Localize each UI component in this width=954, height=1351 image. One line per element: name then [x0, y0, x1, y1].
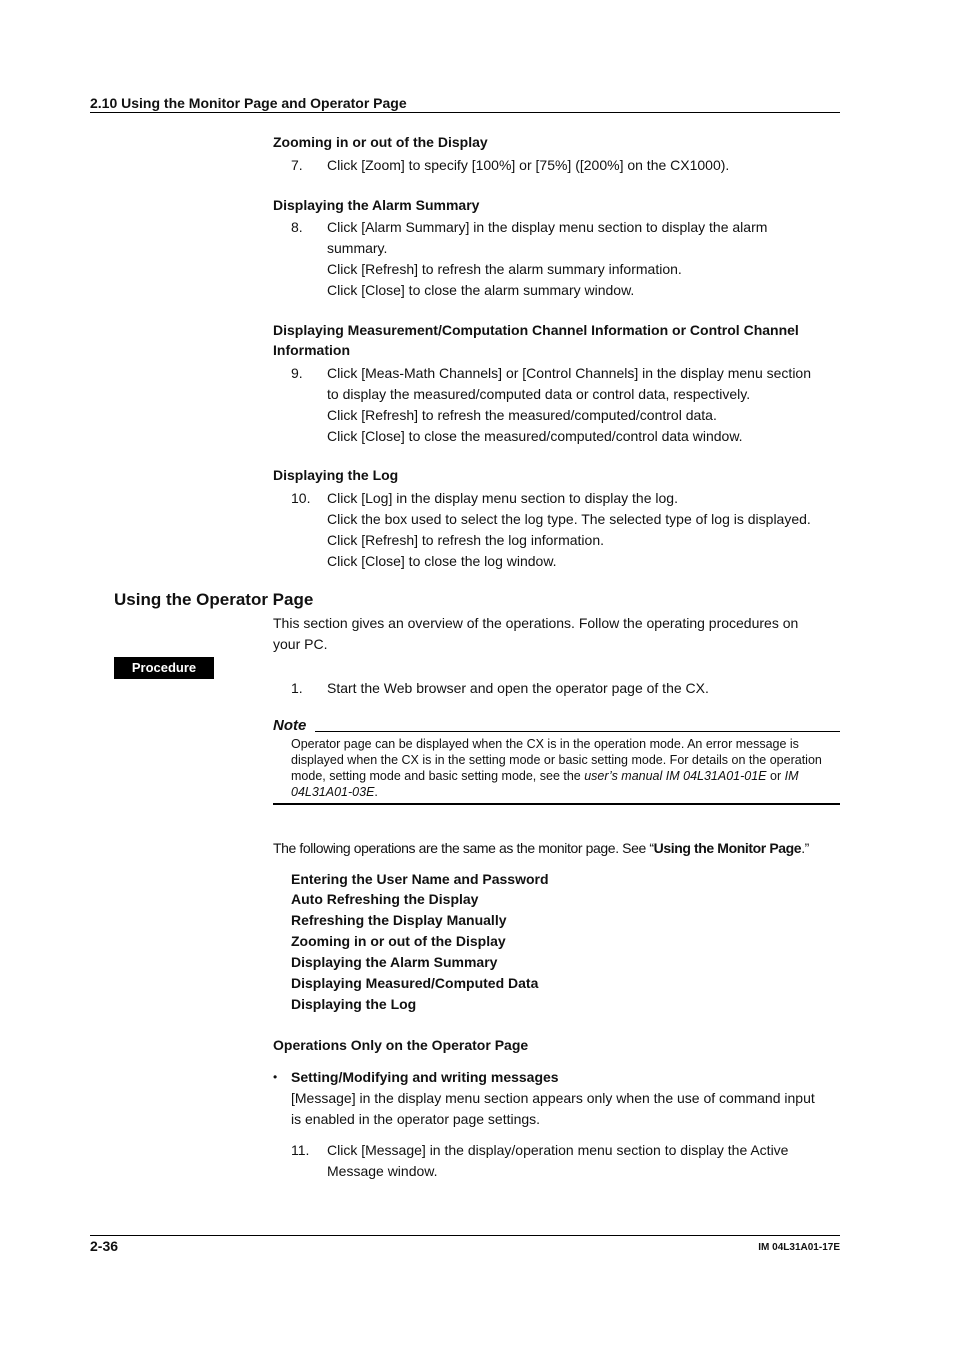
- step-text: Click [Zoom] to specify [100%] or [75%] ([200%] on the CX1000).: [327, 157, 730, 173]
- list-item: Refreshing the Display Manually: [291, 912, 507, 928]
- step-text: Click the box used to select the log type. The selected type of log is displayed.: [327, 511, 811, 527]
- list-item: Zooming in or out of the Display: [291, 933, 506, 949]
- step-text: to display the measured/computed data or control data, respectively.: [327, 386, 751, 402]
- list-item: Displaying the Log: [291, 996, 417, 1012]
- step-text: Click [Refresh] to refresh the alarm summary information.: [327, 261, 682, 277]
- bullet-title: Setting/Modifying and writing messages: [291, 1069, 559, 1085]
- note-divider: [315, 731, 840, 732]
- operator-heading: Using the Operator Page: [114, 590, 314, 609]
- step-text: Click [Refresh] to refresh the log information.: [327, 532, 605, 548]
- step-text: Click [Close] to close the log window.: [327, 553, 557, 569]
- zoom-heading: Zooming in or out of the Display: [273, 134, 488, 150]
- step-text: Message window.: [327, 1163, 438, 1179]
- step-number: 9.: [291, 365, 303, 381]
- log-heading: Displaying the Log: [273, 467, 399, 483]
- bullet: •: [273, 1070, 278, 1084]
- alarm-heading: Displaying the Alarm Summary: [273, 197, 480, 213]
- step-number: 7.: [291, 157, 303, 173]
- operator-only-heading: Operations Only on the Operator Page: [273, 1037, 529, 1053]
- step-number: 1.: [291, 680, 303, 696]
- note-divider: [273, 803, 840, 805]
- step-text: Click [Refresh] to refresh the measured/computed/control data.: [327, 407, 717, 423]
- note-text: displayed when the CX is in the setting mode or basic setting mode. For details on the operation: [291, 753, 822, 767]
- step-text: Click [Log] in the display menu section to display the log.: [327, 490, 678, 506]
- step-number: 10.: [291, 490, 311, 506]
- step-number: 8.: [291, 219, 303, 235]
- desc-text: [Message] in the display menu section appears only when the use of command input: [291, 1090, 815, 1106]
- same-as-text: The following operations are the same as the monitor page. See “Using the Monitor Page.”: [273, 840, 809, 856]
- section-header: 2.10 Using the Monitor Page and Operator Page: [90, 94, 840, 113]
- intro-text: your PC.: [273, 636, 328, 652]
- step-text: Click [Message] in the display/operation menu section to display the Active: [327, 1142, 789, 1158]
- step-text: Click [Alarm Summary] in the display menu section to display the alarm: [327, 219, 768, 235]
- step-text: Start the Web browser and open the operator page of the CX.: [327, 680, 709, 696]
- footer-divider: [90, 1235, 840, 1236]
- step-text: Click [Meas-Math Channels] or [Control Channels] in the display menu section: [327, 365, 812, 381]
- meas-heading: Displaying Measurement/Computation Channel Information or Control Channel: [273, 322, 799, 338]
- list-item: Entering the User Name and Password: [291, 871, 549, 887]
- procedure-label: Procedure: [114, 657, 214, 679]
- intro-text: This section gives an overview of the operations. Follow the operating procedures on: [273, 615, 799, 631]
- note-text: 04L31A01-03E.: [291, 785, 378, 799]
- list-item: Auto Refreshing the Display: [291, 891, 479, 907]
- note-text: mode, setting mode and basic setting mode, see the user’s manual IM 04L31A01-01E or IM: [291, 769, 799, 783]
- step-text: summary.: [327, 240, 388, 256]
- desc-text: is enabled in the operator page settings.: [291, 1111, 541, 1127]
- note-text: Operator page can be displayed when the CX is in the operation mode. An error message is: [291, 737, 799, 751]
- step-text: Click [Close] to close the alarm summary window.: [327, 282, 635, 298]
- list-item: Displaying the Alarm Summary: [291, 954, 498, 970]
- note-title: Note: [273, 717, 307, 734]
- meas-heading-cont: Information: [273, 342, 350, 358]
- doc-id: IM 04L31A01-17E: [758, 1242, 840, 1253]
- list-item: Displaying Measured/Computed Data: [291, 975, 539, 991]
- page-number: 2-36: [90, 1238, 119, 1254]
- step-number: 11.: [291, 1142, 310, 1158]
- step-text: Click [Close] to close the measured/computed/control data window.: [327, 428, 743, 444]
